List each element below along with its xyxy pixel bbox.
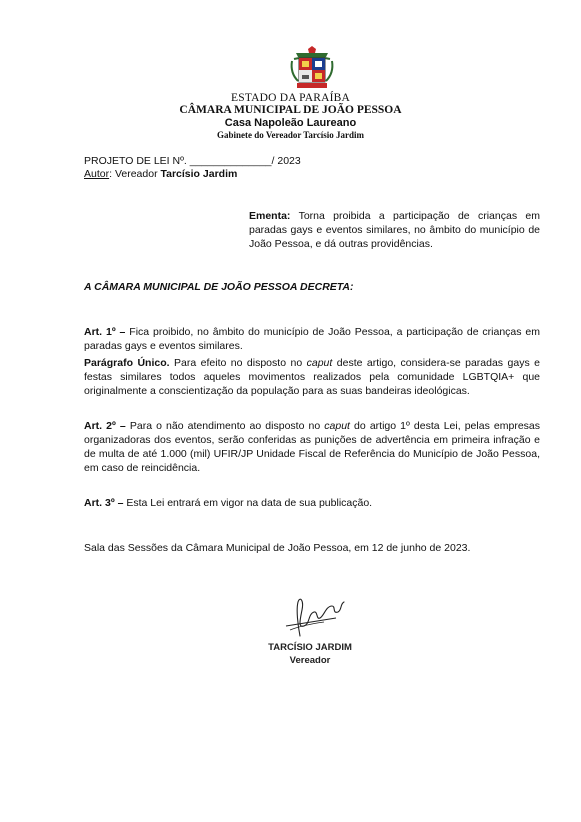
article-2-text-a: Para o não atendimento ao disposto no [125,420,325,432]
handwritten-signature-icon [280,596,350,638]
ementa-label: Ementa: [249,210,291,222]
bill-number-blank: ______________ [189,155,272,167]
ementa-text: Torna proibida a participação de crianças em paradas gays e eventos similares, no âmbito do município de João Pessoa, e dá outras providências. [249,210,540,250]
article-2 [84,419,540,475]
sole-paragraph-label: Parágrafo Único. [84,357,170,369]
article-1-text: Fica proibido, no âmbito do município de João Pessoa, a participação de crianças em paradas gays e eventos similares. [84,326,540,352]
state-heading: ESTADO DA PARAÍBA [231,92,350,104]
sole-paragraph-text-b: deste artigo, considera-se paradas gays e festas similares todos aqueles movimentos realizados pela comunidade LGBTQIA+ que originalmente a conscientização da população para as suas bandeiras ideológicas. [84,357,540,397]
author-line [84,168,237,180]
bill-year: / 2023 [271,155,301,167]
author-label: Autor [84,168,110,180]
sole-paragraph [84,356,540,398]
chamber-heading: CÂMARA MUNICIPAL DE JOÃO PESSOA [179,104,402,116]
article-2-text-b: do artigo 1º desta Lei, pelas empresas organizadoras dos eventos, serão conferidas as punições de advertência em primeira infração e de multa de até 1.000 (mil) UFIR/JP Unidade Fiscal de Referência do Município de João Pessoa, em caso de reincidência. [84,420,541,474]
author-separator: : Vereador [109,168,161,180]
signer-role: Vereador [289,655,331,666]
sole-paragraph-caput: caput [306,357,333,369]
article-3-text: Esta Lei entrará em vigor na data de sua publicação. [123,497,373,509]
ementa-block [249,209,540,251]
article-1 [84,325,540,353]
bill-prefix: PROJETO DE LEI Nº. [84,155,190,167]
article-3 [84,496,540,510]
signer-name: TARCÍSIO JARDIM [268,642,352,653]
coat-of-arms-icon [288,45,336,93]
article-3-label: Art. 3º – [84,497,124,509]
sole-paragraph-text-a: Para efeito no disposto no [169,357,307,369]
house-heading: Casa Napoleão Laureano [224,117,357,129]
decree-heading: A CÂMARA MUNICIPAL DE JOÃO PESSOA DECRETA: [84,281,354,293]
bill-number-line [84,155,301,167]
closing-line: Sala das Sessões da Câmara Municipal de João Pessoa, em 12 de junho de 2023. [84,542,471,554]
article-2-label: Art. 2º – [84,420,126,432]
author-name: Tarcísio Jardim [160,168,238,180]
office-heading: Gabinete do Vereador Tarcísio Jardim [216,130,364,140]
article-2-caput: caput [324,420,350,432]
article-1-label: Art. 1º – [84,326,126,338]
